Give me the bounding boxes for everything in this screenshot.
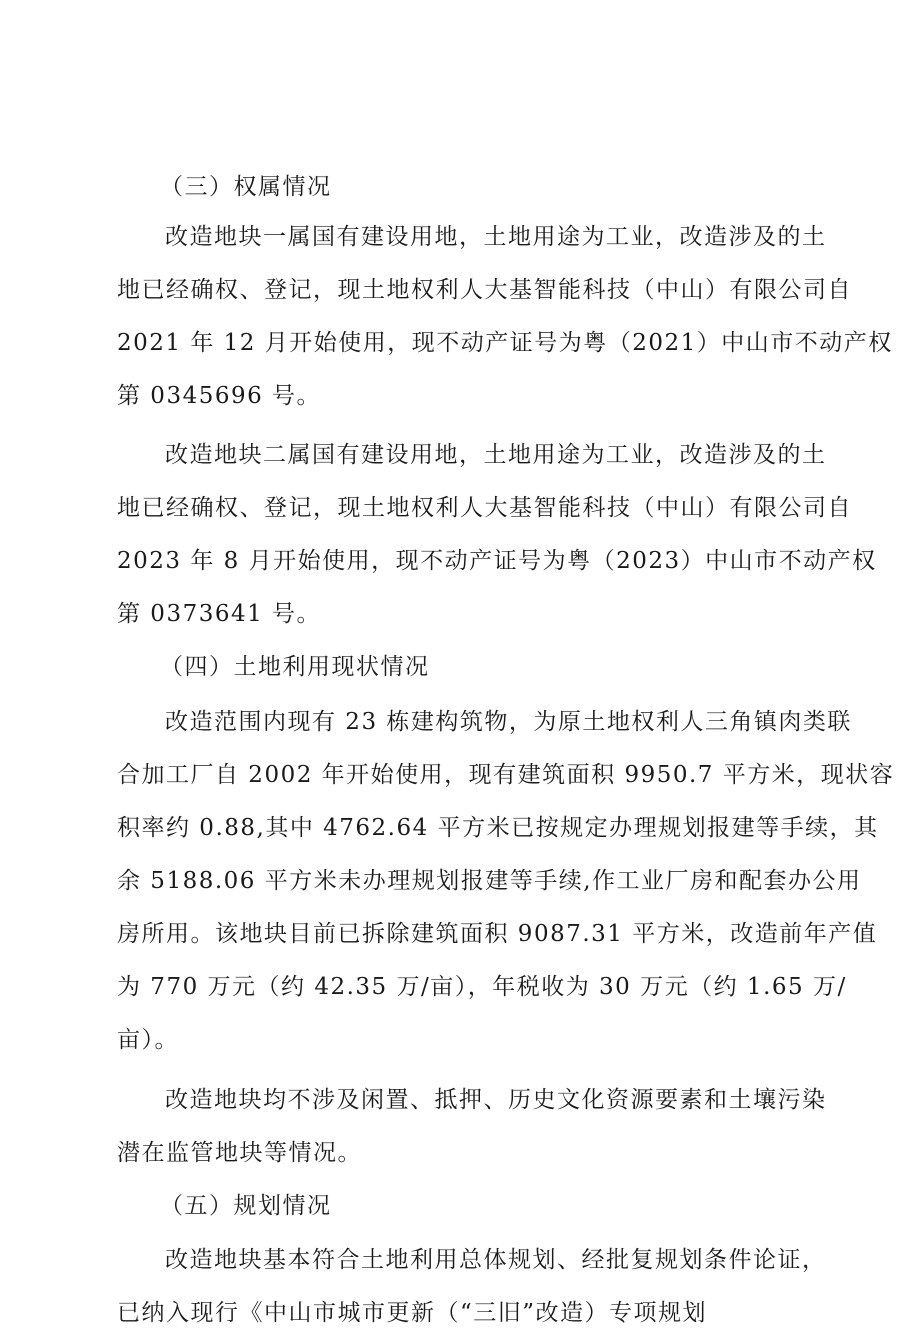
paragraph-line: 为 770 万元（约 42.35 万/亩），年税收为 30 万元（约 1.65 万/ <box>117 974 847 1000</box>
section-heading-planning: （五）规划情况 <box>160 1193 332 1219</box>
paragraph-line: 改造地块基本符合土地利用总体规划、经批复规划条件论证， <box>165 1247 827 1273</box>
section-heading-ownership: （三）权属情况 <box>160 174 332 200</box>
paragraph-line: 潜在监管地块等情况。 <box>117 1140 362 1166</box>
paragraph-line: 地已经确权、登记，现土地权利人大基智能科技（中山）有限公司自 <box>117 495 852 521</box>
paragraph-line: 积率约 0.88,其中 4762.64 平方米已按规定办理规划报建等手续，其 <box>117 815 879 841</box>
paragraph-line: 合加工厂自 2002 年开始使用，现有建筑面积 9950.7 平方米，现状容 <box>117 762 895 788</box>
paragraph-line: 2023 年 8 月开始使用，现不动产证号为粤（2023）中山市不动产权 <box>117 548 877 574</box>
section-heading-land-use-status: （四）土地利用现状情况 <box>160 654 430 680</box>
paragraph-line: 第 0373641 号。 <box>117 601 322 627</box>
paragraph-line: 亩）。 <box>117 1027 179 1053</box>
paragraph-line: 已纳入现行《中山市城市更新（“三旧”改造）专项规划 <box>117 1300 708 1326</box>
paragraph-line: 第 0345696 号。 <box>117 383 322 409</box>
paragraph-line: 余 5188.06 平方米未办理规划报建等手续,作工业厂房和配套办公用 <box>117 868 862 894</box>
paragraph-line: 改造地块二属国有建设用地，土地用途为工业，改造涉及的土 <box>165 442 827 468</box>
paragraph-line: 改造范围内现有 23 栋建构筑物，为原土地权利人三角镇肉类联 <box>165 709 852 735</box>
paragraph-line: 房所用。该地块目前已拆除建筑面积 9087.31 平方米，改造前年产值 <box>117 921 878 947</box>
paragraph-line: 地已经确权、登记，现土地权利人大基智能科技（中山）有限公司自 <box>117 277 852 303</box>
paragraph-line: 改造地块一属国有建设用地，土地用途为工业，改造涉及的土 <box>165 224 827 250</box>
paragraph-line: 2021 年 12 月开始使用，现不动产证号为粤（2021）中山市不动产权 <box>117 330 893 356</box>
paragraph-line: 改造地块均不涉及闲置、抵押、历史文化资源要素和土壤污染 <box>165 1087 827 1113</box>
